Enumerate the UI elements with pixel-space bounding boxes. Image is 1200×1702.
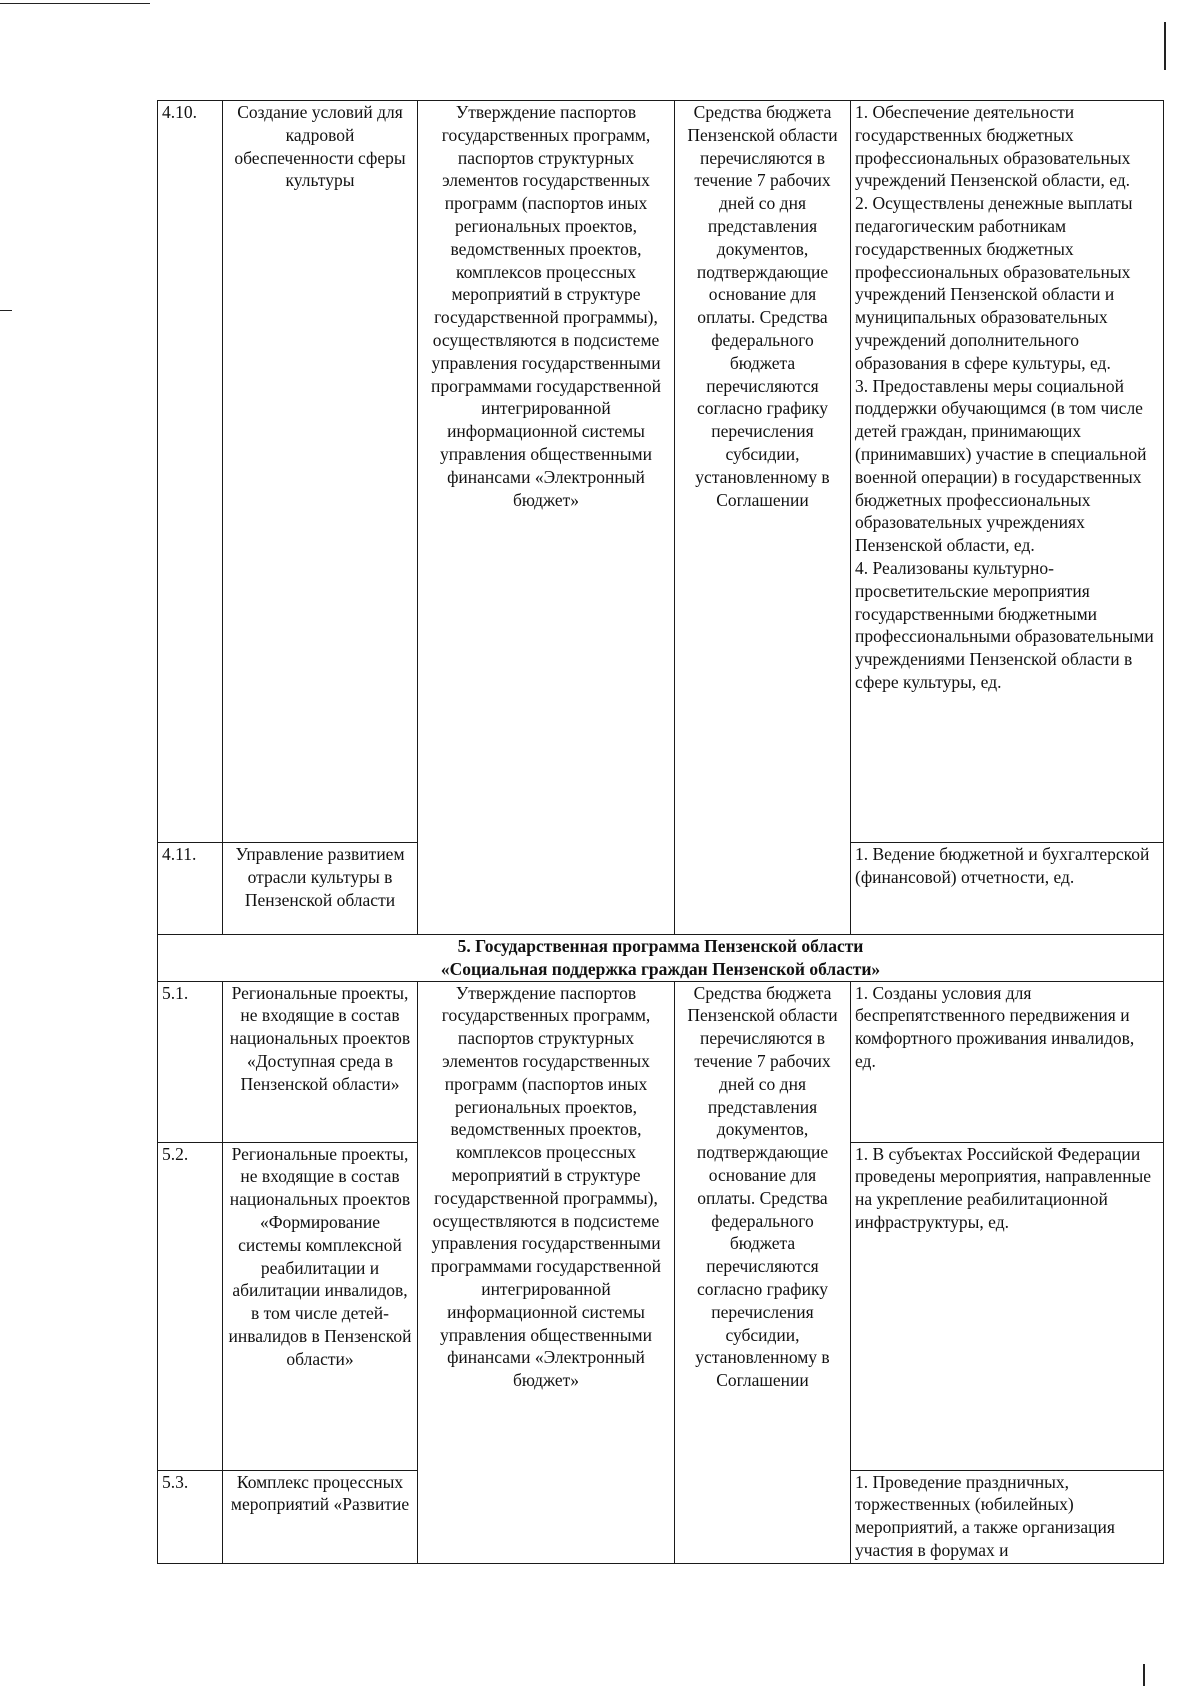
approval-procedure-cell: Утверждение паспортов государственных программ, паспортов структурных элементов государственных программ (паспортов иных региональных проектов, ведомственных проектов, комплексов процессных мероприятий в структуре государственной программы), осуществляются в подсистеме управления государственными программами государственной интегрированной информационной системы управления общественными финансами «Электронный бюджет» — [418, 981, 675, 1563]
table-row-5-1 — [158, 981, 1164, 1142]
table-row-4-10 — [158, 101, 1164, 843]
approval-procedure-cell: Утверждение паспортов государственных программ, паспортов структурных элементов государственных программ (паспортов иных региональных проектов, ведомственных проектов, комплексов процессных мероприятий в структуре государственной программы), осуществляются в подсистеме управления государственными программами государственной интегрированной информационной системы управления общественными финансами «Электронный бюджет» — [418, 101, 675, 935]
section-heading-row — [158, 935, 1164, 982]
scan-mark-bottom-right — [1143, 1664, 1145, 1686]
row-number: 5.1. — [158, 981, 223, 1142]
activity-name: Создание условий для кадровой обеспеченности сферы культуры — [223, 101, 418, 843]
section-title-line: 5. Государственная программа Пензенской области — [457, 936, 864, 956]
activity-name: Региональные проекты, не входящие в состав национальных проектов «Формирование системы комплексной реабилитации и абилитации инвалидов, в том числе детей-инвалидов в Пензенской области» — [223, 1142, 418, 1470]
result-item: 1. В субъектах Российской Федерации проведены мероприятия, направленные на укрепление реабилитационной инфраструктуры, ед. — [851, 1142, 1164, 1470]
row-number: 4.10. — [158, 101, 223, 843]
row-number: 4.11. — [158, 843, 223, 935]
result-item: 2. Осуществлены денежные выплаты педагогическим работникам государственных бюджетных профессиональных образовательных учреждений Пензенской области и муниципальных образовательных учреждений дополнительного образования в сфере культуры, ед. — [855, 193, 1133, 373]
funding-terms-cell: Средства бюджета Пензенской области перечисляются в течение 7 рабочих дней со дня представления документов, подтверждающие основание для оплаты. Средства федерального бюджета перечисляются согласно графику перечисления субсидии, установленному в Соглашении — [675, 981, 851, 1563]
funding-terms-cell: Средства бюджета Пензенской области перечисляются в течение 7 рабочих дней со дня представления документов, подтверждающие основание для оплаты. Средства федерального бюджета перечисляются согласно графику перечисления субсидии, установленному в Соглашении — [675, 101, 851, 935]
result-item: 4. Реализованы культурно-просветительские мероприятия государственными бюджетными профессиональными образовательными учреждениями Пензенской области в сфере культуры, ед. — [855, 557, 1154, 692]
activity-name: Комплекс процессных мероприятий «Развитие — [223, 1470, 418, 1563]
section-title — [158, 935, 1164, 982]
result-item: 1. Обеспечение деятельности государственных бюджетных профессиональных образовательных учреждений Пензенской области, ед. — [855, 102, 1131, 191]
results-cell — [851, 101, 1164, 843]
scan-mark-right-edge — [1164, 22, 1166, 70]
result-item: 1. Проведение праздничных, торжественных (юбилейных) мероприятий, а также организация участия в форумах и — [851, 1470, 1164, 1563]
scan-mark-left-edge — [0, 310, 12, 311]
row-number: 5.3. — [158, 1470, 223, 1563]
activity-name: Региональные проекты, не входящие в состав национальных проектов «Доступная среда в Пензенской области» — [223, 981, 418, 1142]
activities-table — [157, 100, 1164, 1564]
result-item: 1. Созданы условия для беспрепятственного передвижения и комфортного проживания инвалидов, ед. — [851, 981, 1164, 1142]
section-title-line: «Социальная поддержка граждан Пензенской области» — [440, 958, 881, 979]
result-item: 1. Ведение бюджетной и бухгалтерской (финансовой) отчетности, ед. — [851, 843, 1164, 935]
activity-name: Управление развитием отрасли культуры в Пензенской области — [223, 843, 418, 935]
row-number: 5.2. — [158, 1142, 223, 1470]
result-item: 3. Предоставлены меры социальной поддержки обучающимся (в том числе детей граждан, принимающих (принимавших) участие в специальной военной операции) в государственных бюджетных профессиональных образовательных учреждениях Пензенской области, ед. — [855, 375, 1147, 556]
scan-mark-top-left — [0, 3, 150, 4]
